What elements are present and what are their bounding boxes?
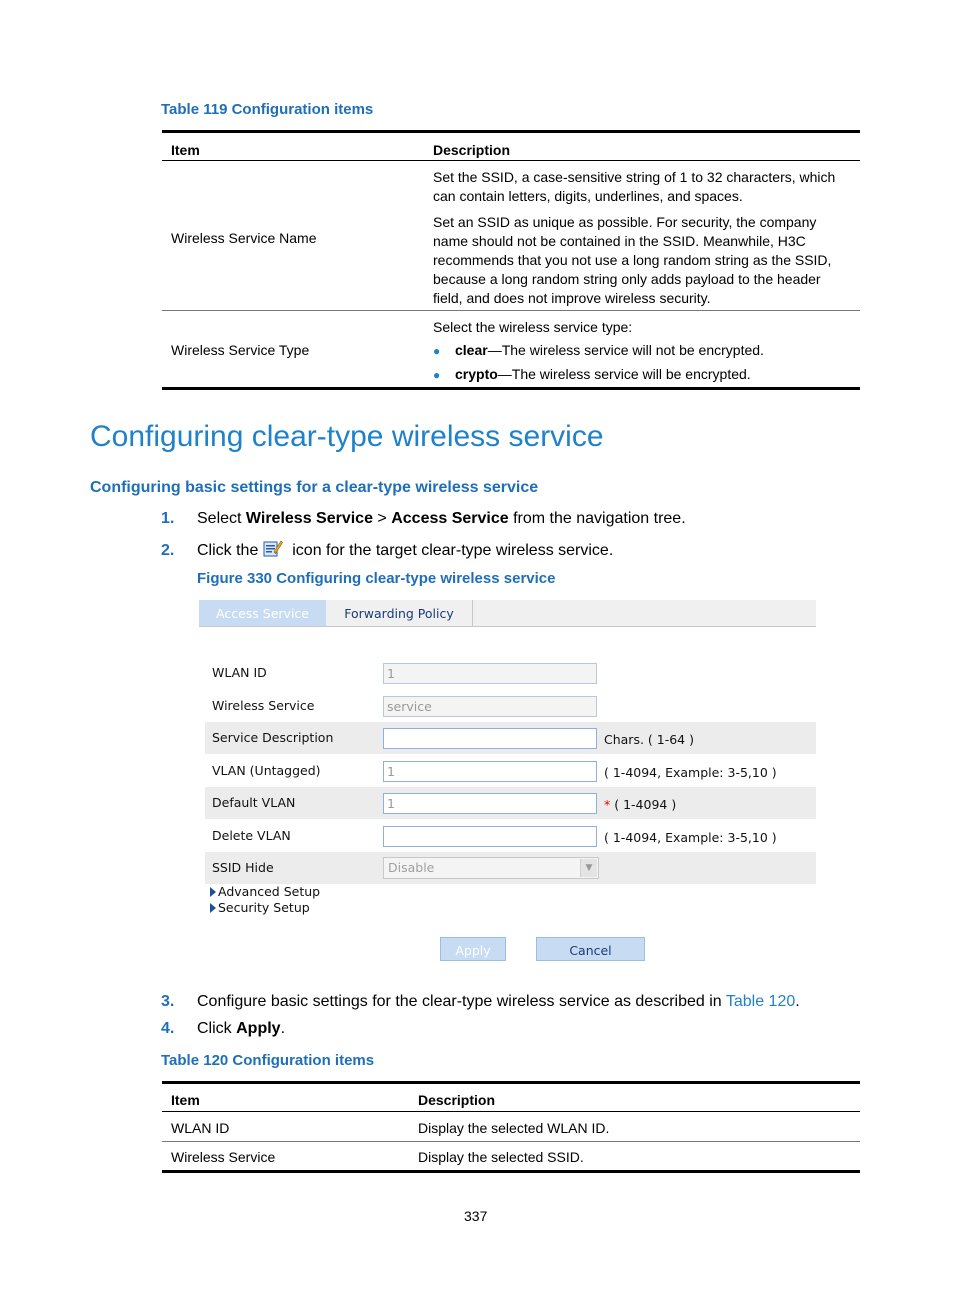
table-header-description: Description	[418, 1092, 496, 1108]
list-item: ● crypto—The wireless service will be encrypted.	[433, 365, 751, 385]
field-hint: * ( 1-4094 )	[604, 797, 677, 812]
field-label: SSID Hide	[212, 860, 274, 875]
form-row-service-description	[205, 722, 816, 754]
subsection-title: Configuring basic settings for a clear-type wireless service	[90, 479, 539, 496]
apply-button[interactable]: Apply	[440, 937, 506, 961]
field-label: Default VLAN	[212, 795, 296, 810]
section-title: Configuring clear-type wireless service	[90, 420, 604, 453]
table-119-caption: Table 119 Configuration items	[161, 101, 374, 118]
field-label: WLAN ID	[212, 665, 267, 680]
service-description-input[interactable]	[383, 728, 597, 749]
figure-caption: Figure 330 Configuring clear-type wireless service	[197, 570, 556, 587]
field-hint: ( 1-4094, Example: 3-5,10 )	[604, 830, 777, 845]
step-item: 2. Click the icon for the target clear-type wireless service.	[161, 539, 613, 562]
required-marker: *	[604, 797, 611, 812]
table-row-rule	[162, 310, 860, 311]
table-top-rule	[162, 130, 860, 133]
form-row-wireless-service	[205, 690, 816, 722]
field-label: Service Description	[212, 730, 334, 745]
table-cell-description: Display the selected WLAN ID.	[418, 1120, 610, 1136]
table-row-rule	[162, 1141, 860, 1142]
form-row-wlan-id	[205, 657, 816, 689]
table-top-rule	[162, 1081, 860, 1084]
table-cell-item: Wireless Service Name	[171, 230, 317, 246]
wlan-id-input[interactable]: 1	[383, 663, 597, 684]
table-bottom-rule	[162, 387, 860, 390]
edit-icon	[263, 539, 283, 562]
table-header-item: Item	[171, 142, 200, 158]
form-row-delete-vlan	[205, 820, 816, 852]
vlan-untagged-input[interactable]: 1	[383, 761, 597, 782]
list-item: ● clear—The wireless service will not be encrypted.	[433, 341, 764, 361]
table-header-rule	[162, 160, 860, 161]
field-label: Delete VLAN	[212, 828, 291, 843]
cancel-button[interactable]: Cancel	[536, 937, 645, 961]
field-hint: ( 1-4094, Example: 3-5,10 )	[604, 765, 777, 780]
table-cell-description: Select the wireless service type:	[433, 319, 633, 335]
table-cell-description: Set the SSID, a case-sensitive string of 1 to 32 characters, which can contain letters, digits, underlines, and spaces.	[433, 169, 836, 204]
tab-bar	[199, 600, 816, 627]
field-label: VLAN (Untagged)	[212, 763, 321, 778]
table-120-caption: Table 120 Configuration items	[161, 1052, 375, 1069]
bullet-icon: ●	[433, 344, 441, 358]
table-cell-description: Set an SSID as unique as possible. For security, the company name should not be contained in the SSID. Meanwhile, H3C recommends that you not use a long random string as the SSID, because a long random string only adds payload to the header field, and does not improve wireless security.	[433, 214, 832, 306]
access-service-form	[199, 600, 816, 970]
wireless-service-input[interactable]: service	[383, 696, 597, 717]
table-cell-item: Wireless Service Type	[171, 342, 310, 358]
table-header-rule	[162, 1111, 860, 1112]
table-bottom-rule	[162, 1170, 860, 1173]
chevron-down-icon: ▼	[580, 859, 597, 877]
delete-vlan-input[interactable]	[383, 826, 597, 847]
table-cell-item: Wireless Service	[171, 1149, 276, 1165]
form-row-default-vlan	[205, 787, 816, 819]
field-hint: Chars. ( 1-64 )	[604, 732, 694, 747]
page-number: 337	[464, 1208, 488, 1224]
step-item: 1. Select Wireless Service > Access Service from the navigation tree.	[161, 510, 686, 527]
tab-forwarding-policy[interactable]: Forwarding Policy	[326, 600, 473, 626]
advanced-setup-toggle[interactable]: Advanced Setup	[210, 884, 320, 899]
ssid-hide-select[interactable]: Disable ▼	[383, 857, 599, 879]
table-header-description: Description	[433, 142, 511, 158]
bullet-icon: ●	[433, 368, 441, 382]
security-setup-toggle[interactable]: Security Setup	[210, 900, 310, 915]
table-cell-description: Display the selected SSID.	[418, 1149, 584, 1165]
step-item: 4. Click Apply.	[161, 1020, 286, 1037]
default-vlan-input[interactable]: 1	[383, 793, 597, 814]
form-row-ssid-hide	[205, 852, 816, 884]
step-item: 3. Configure basic settings for the clear-type wireless service as described in Table 120.	[161, 993, 800, 1010]
form-row-vlan-untagged	[205, 755, 816, 787]
tab-access-service[interactable]: Access Service	[199, 600, 326, 626]
expand-arrow-icon	[210, 903, 216, 913]
table-120-link[interactable]: Table 120	[725, 993, 796, 1010]
field-label: Wireless Service	[212, 698, 315, 713]
expand-arrow-icon	[210, 887, 216, 897]
table-header-item: Item	[171, 1092, 200, 1108]
table-cell-item: WLAN ID	[171, 1120, 230, 1136]
